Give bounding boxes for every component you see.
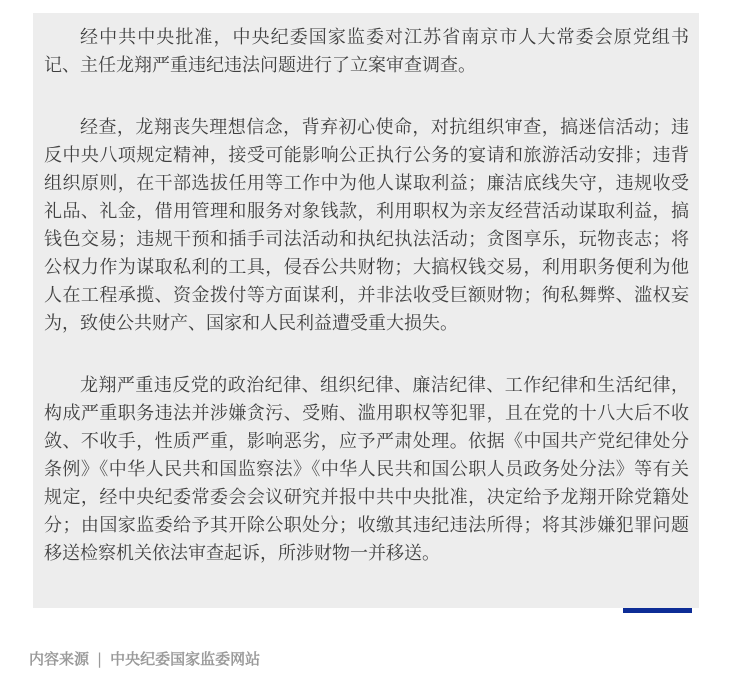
source-label: 内容来源 <box>29 650 90 668</box>
article-paragraph-decision: 龙翔严重违反党的政治纪律、组织纪律、廉洁纪律、工作纪律和生活纪律，构成严重职务违法并涉嫌贪污、受贿、滥用职权等犯罪，且在党的十八大后不收敛、不收手，性质严重，影响恶劣，应予严肃处理。依据《中国共产党纪律处分条例》《中华人民共和国监察法》《中华人民共和国公职人员政务处分法》等有关规定，经中央纪委常委会会议研究并报中共中央批准，决定给予龙翔开除党籍处分；由国家监委给予其开除公职处分；收缴其违纪违法所得；将其涉嫌犯罪问题移送检察机关依法审查起诉，所涉财物一并移送。 <box>44 375 689 564</box>
source-footer <box>29 651 260 668</box>
article-paragraph-findings: 经查，龙翔丧失理想信念，背弃初心使命，对抗组织审查，搞迷信活动；违反中央八项规定精神，接受可能影响公正执行公务的宴请和旅游活动安排；违背组织原则，在干部选拔任用等工作中为他人谋取利益；廉洁底线失守，违规收受礼品、礼金，借用管理和服务对象钱款，利用职权为亲友经营活动谋取利益，搞钱色交易；违规干预和插手司法活动和执纪执法活动；贪图享乐，玩物丧志；将公权力作为谋取私利的工具，侵吞公共财物；大搞权钱交易，利用职务便利为他人在工程承揽、资金拨付等方面谋利，并非法收受巨额财物；徇私舞弊、滥权妄为，致使公共财产、国家和人民利益遭受重大损失。 <box>44 117 689 334</box>
article-card <box>33 13 699 608</box>
accent-bar <box>623 608 692 613</box>
source-separator: | <box>97 650 103 668</box>
article-paragraph-intro: 经中共中央批准，中央纪委国家监委对江苏省南京市人大常委会原党组书记、主任龙翔严重违纪违法问题进行了立案审查调查。 <box>44 27 689 76</box>
source-name: 中央纪委国家监委网站 <box>110 650 261 668</box>
